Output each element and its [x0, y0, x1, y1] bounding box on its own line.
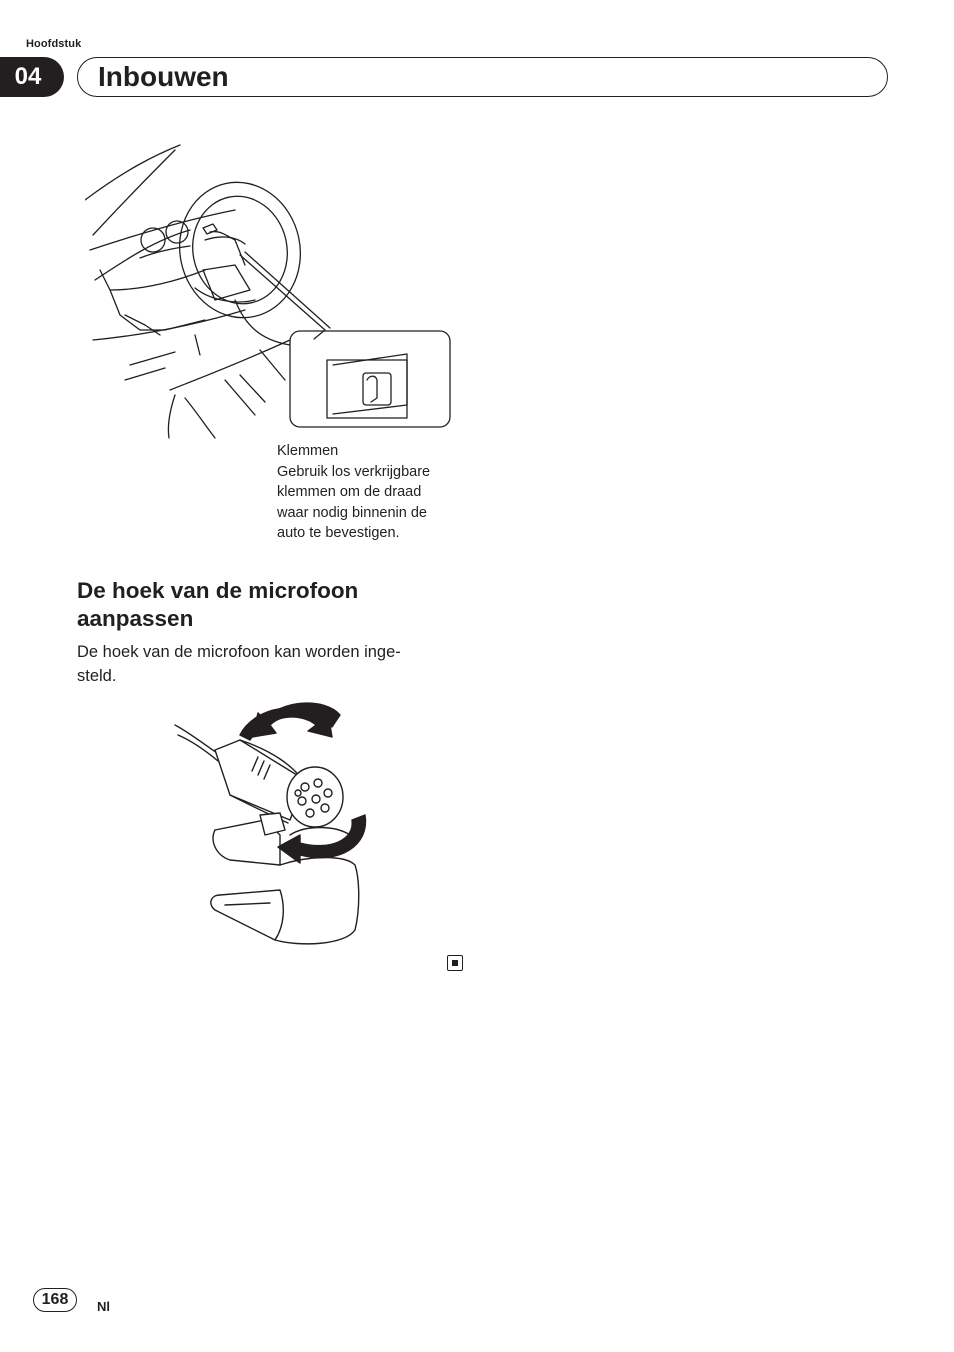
- section-body-line-1: De hoek van de microfoon kan worden inge-: [77, 643, 401, 661]
- section-heading-line-1: De hoek van de microfoon: [77, 578, 359, 603]
- caption-line-2: klemmen om de draad: [277, 484, 422, 500]
- caption-line-1: Gebruik los verkrijgbare: [277, 463, 431, 480]
- section-heading-line-2: aanpassen: [77, 606, 194, 631]
- microphone-angle-illustration: [170, 695, 380, 955]
- title-bar: [77, 57, 888, 97]
- caption-title: Klemmen: [277, 443, 339, 459]
- section-body-line-2: steld.: [77, 667, 117, 685]
- caption-line-4: auto te bevestigen.: [277, 525, 400, 541]
- page-number: 168: [33, 1288, 77, 1312]
- caption-line-3: waar nodig binnenin de: [277, 504, 427, 521]
- chapter-label: Hoofdstuk: [26, 38, 82, 50]
- chapter-number-tab: 04: [0, 57, 64, 97]
- figure-caption: [277, 441, 457, 544]
- section-body: [77, 640, 452, 688]
- steering-wheel-clamp-illustration: [85, 140, 455, 440]
- language-code: Nl: [97, 1299, 110, 1314]
- section-heading: [77, 577, 457, 633]
- page-title: Inbouwen: [98, 61, 229, 92]
- end-of-section-icon: [447, 955, 463, 971]
